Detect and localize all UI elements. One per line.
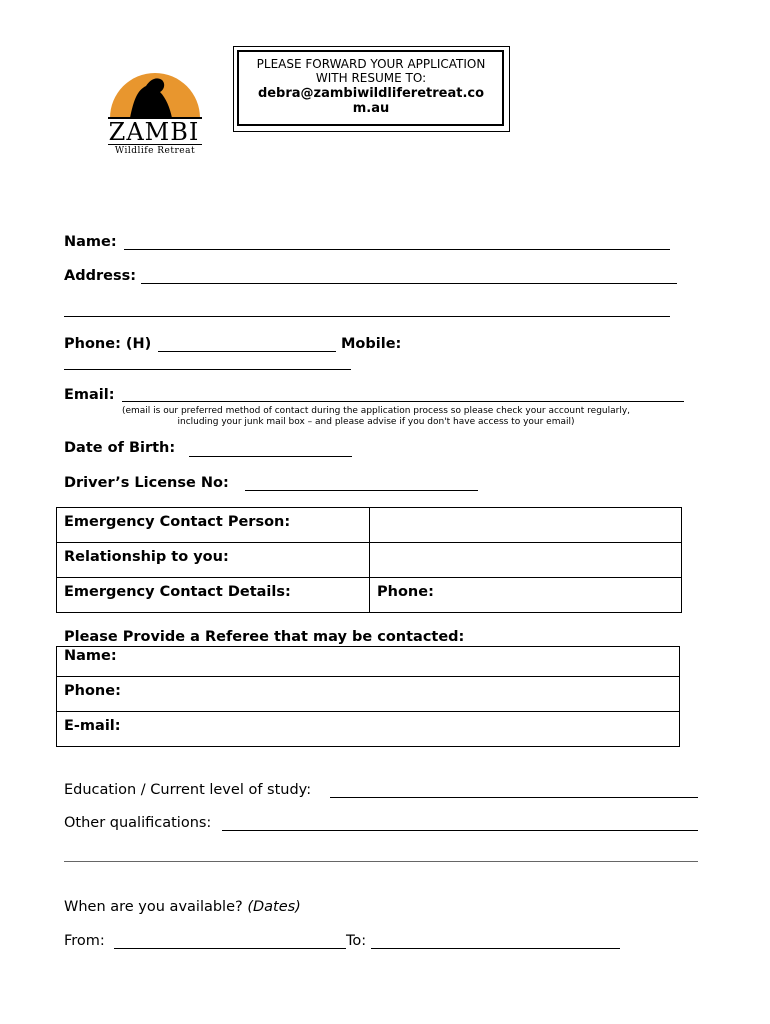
dob-input-line[interactable] bbox=[189, 456, 352, 457]
dob-label: Date of Birth: bbox=[64, 440, 176, 456]
availability-question bbox=[64, 899, 301, 915]
address-label: Address: bbox=[64, 268, 137, 284]
availability-question-text: When are you available? bbox=[64, 899, 243, 915]
from-input-line[interactable] bbox=[114, 948, 346, 949]
license-input-line[interactable] bbox=[245, 490, 478, 491]
from-label: From: bbox=[64, 933, 105, 949]
license-label: Driver’s License No: bbox=[64, 475, 229, 491]
logo-name: ZAMBI bbox=[108, 118, 200, 146]
referee-name-field[interactable]: Name: bbox=[57, 647, 680, 677]
email-note-1: (email is our preferred method of contact during the application process so please check your account regularly, bbox=[121, 406, 631, 416]
forward-email-1[interactable]: debra@zambiwildliferetreat.co bbox=[257, 86, 485, 101]
emergency-contact-table bbox=[56, 507, 682, 613]
address-input-line-2[interactable] bbox=[64, 316, 670, 317]
emergency-details-label: Emergency Contact Details: bbox=[57, 578, 370, 613]
emergency-phone-label[interactable]: Phone: bbox=[370, 578, 682, 613]
table-row bbox=[57, 647, 680, 677]
referee-table bbox=[56, 646, 680, 747]
phone-home-label: Phone: (H) bbox=[64, 336, 152, 352]
emergency-person-label: Emergency Contact Person: bbox=[57, 508, 370, 543]
relationship-input[interactable] bbox=[370, 543, 682, 578]
phone-home-input-line[interactable] bbox=[158, 351, 336, 352]
relationship-label: Relationship to you: bbox=[57, 543, 370, 578]
emergency-person-input[interactable] bbox=[370, 508, 682, 543]
email-note-2: including your junk mail box – and please advise if you don't have access to your email) bbox=[177, 417, 575, 427]
availability-dates-hint: (Dates) bbox=[247, 899, 301, 915]
name-input-line[interactable] bbox=[124, 249, 670, 250]
table-row bbox=[57, 508, 682, 543]
forward-email-2[interactable]: m.au bbox=[352, 101, 390, 116]
to-label: To: bbox=[346, 933, 367, 949]
to-input-line[interactable] bbox=[371, 948, 620, 949]
logo-tagline: Wildlife Retreat bbox=[108, 144, 202, 156]
mobile-label: Mobile: bbox=[341, 336, 402, 352]
education-label: Education / Current level of study: bbox=[64, 782, 312, 798]
table-row bbox=[57, 578, 682, 613]
name-label: Name: bbox=[64, 234, 117, 250]
other-qualifications-label: Other qualifications: bbox=[64, 815, 212, 831]
forward-instruction-1: PLEASE FORWARD YOUR APPLICATION bbox=[256, 57, 486, 71]
referee-heading: Please Provide a Referee that may be contacted: bbox=[64, 629, 465, 645]
referee-phone-field[interactable]: Phone: bbox=[57, 677, 680, 712]
mobile-input-line[interactable] bbox=[64, 369, 351, 370]
forward-instruction-2: WITH RESUME TO: bbox=[315, 71, 427, 85]
email-label: Email: bbox=[64, 387, 115, 403]
table-row bbox=[57, 712, 680, 747]
table-row bbox=[57, 677, 680, 712]
table-row bbox=[57, 543, 682, 578]
email-input-line[interactable] bbox=[122, 401, 684, 402]
other-qualifications-input-line[interactable] bbox=[222, 830, 698, 831]
other-qualifications-input-line-2[interactable] bbox=[64, 861, 698, 862]
address-input-line-1[interactable] bbox=[141, 283, 677, 284]
referee-email-field[interactable]: E-mail: bbox=[57, 712, 680, 747]
education-input-line[interactable] bbox=[330, 797, 698, 798]
